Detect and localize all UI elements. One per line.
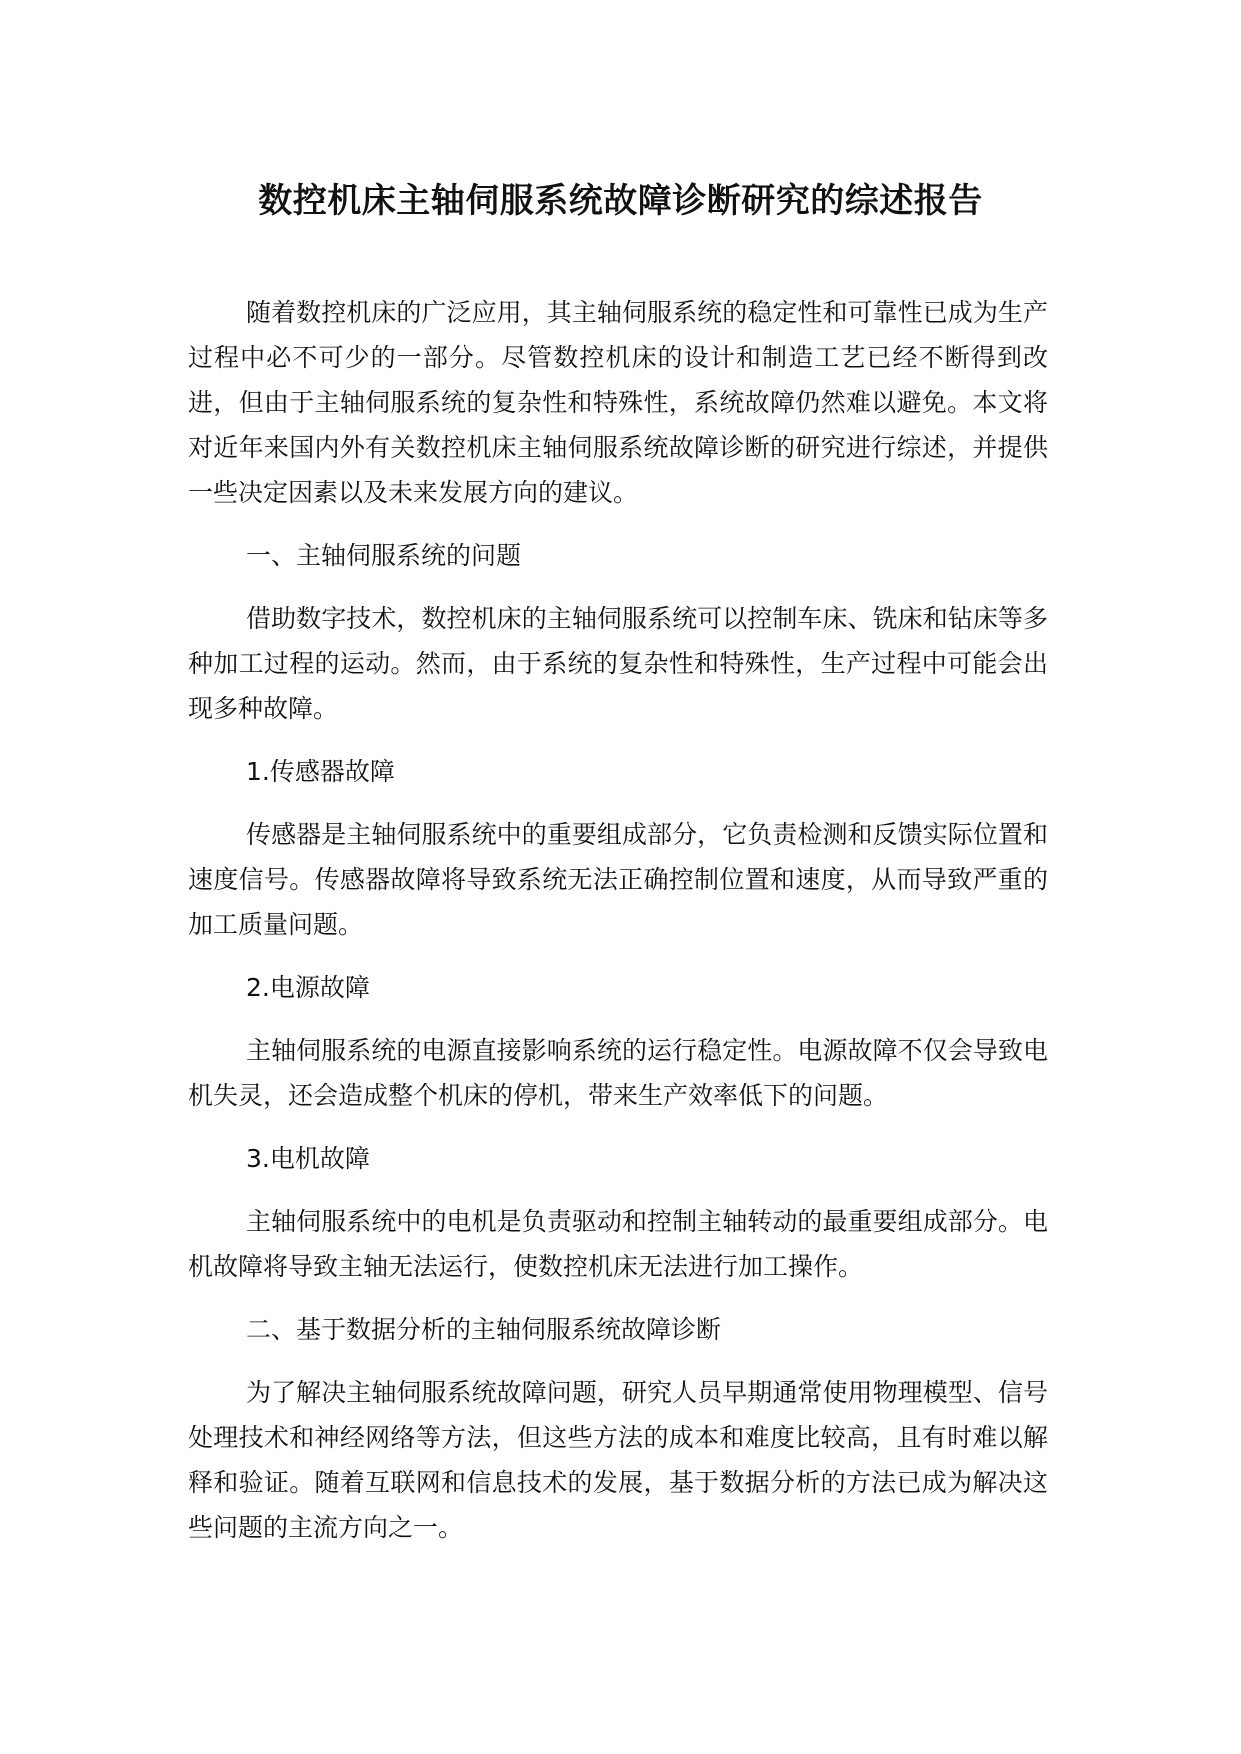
subheading-power-fault: 2.电源故障: [246, 973, 370, 1002]
problems-paragraph: 借助数字技术，数控机床的主轴伺服系统可以控制车床、铣床和钻床等多种加工过程的运动。然而，由于系统的复杂性和特殊性，生产过程中可能会出现多种故障。: [188, 604, 1048, 723]
intro-paragraph: 随着数控机床的广泛应用，其主轴伺服系统的稳定性和可靠性已成为生产过程中必不可少的一部分。尽管数控机床的设计和制造工艺已经不断得到改进，但由于主轴伺服系统的复杂性和特殊性，系统故障仍然难以避免。本文将对近年来国内外有关数控机床主轴伺服系统故障诊断的研究进行综述，并提供一些决定因素以及未来发展方向的建议。: [188, 298, 1048, 507]
section-heading-problems: 一、主轴伺服系统的问题: [246, 541, 522, 570]
sensor-fault-paragraph: 传感器是主轴伺服系统中的重要组成部分，它负责检测和反馈实际位置和速度信号。传感器故障将导致系统无法正确控制位置和速度，从而导致严重的加工质量问题。: [188, 820, 1048, 939]
subheading-motor-fault: 3.电机故障: [246, 1144, 370, 1173]
document-title: 数控机床主轴伺服系统故障诊断研究的综述报告: [258, 181, 983, 221]
power-fault-paragraph: 主轴伺服系统的电源直接影响系统的运行稳定性。电源故障不仅会导致电机失灵，还会造成整个机床的停机，带来生产效率低下的问题。: [188, 1036, 1048, 1110]
subheading-sensor-fault: 1.传感器故障: [246, 757, 395, 786]
section-heading-data-analysis: 二、基于数据分析的主轴伺服系统故障诊断: [246, 1315, 722, 1344]
data-analysis-paragraph: 为了解决主轴伺服系统故障问题，研究人员早期通常使用物理模型、信号处理技术和神经网络等方法，但这些方法的成本和难度比较高，且有时难以解释和验证。随着互联网和信息技术的发展，基于数据分析的方法已成为解决这些问题的主流方向之一。: [188, 1378, 1048, 1542]
motor-fault-paragraph: 主轴伺服系统中的电机是负责驱动和控制主轴转动的最重要组成部分。电机故障将导致主轴无法运行，使数控机床无法进行加工操作。: [188, 1207, 1048, 1281]
document-body: [188, 290, 1048, 1568]
